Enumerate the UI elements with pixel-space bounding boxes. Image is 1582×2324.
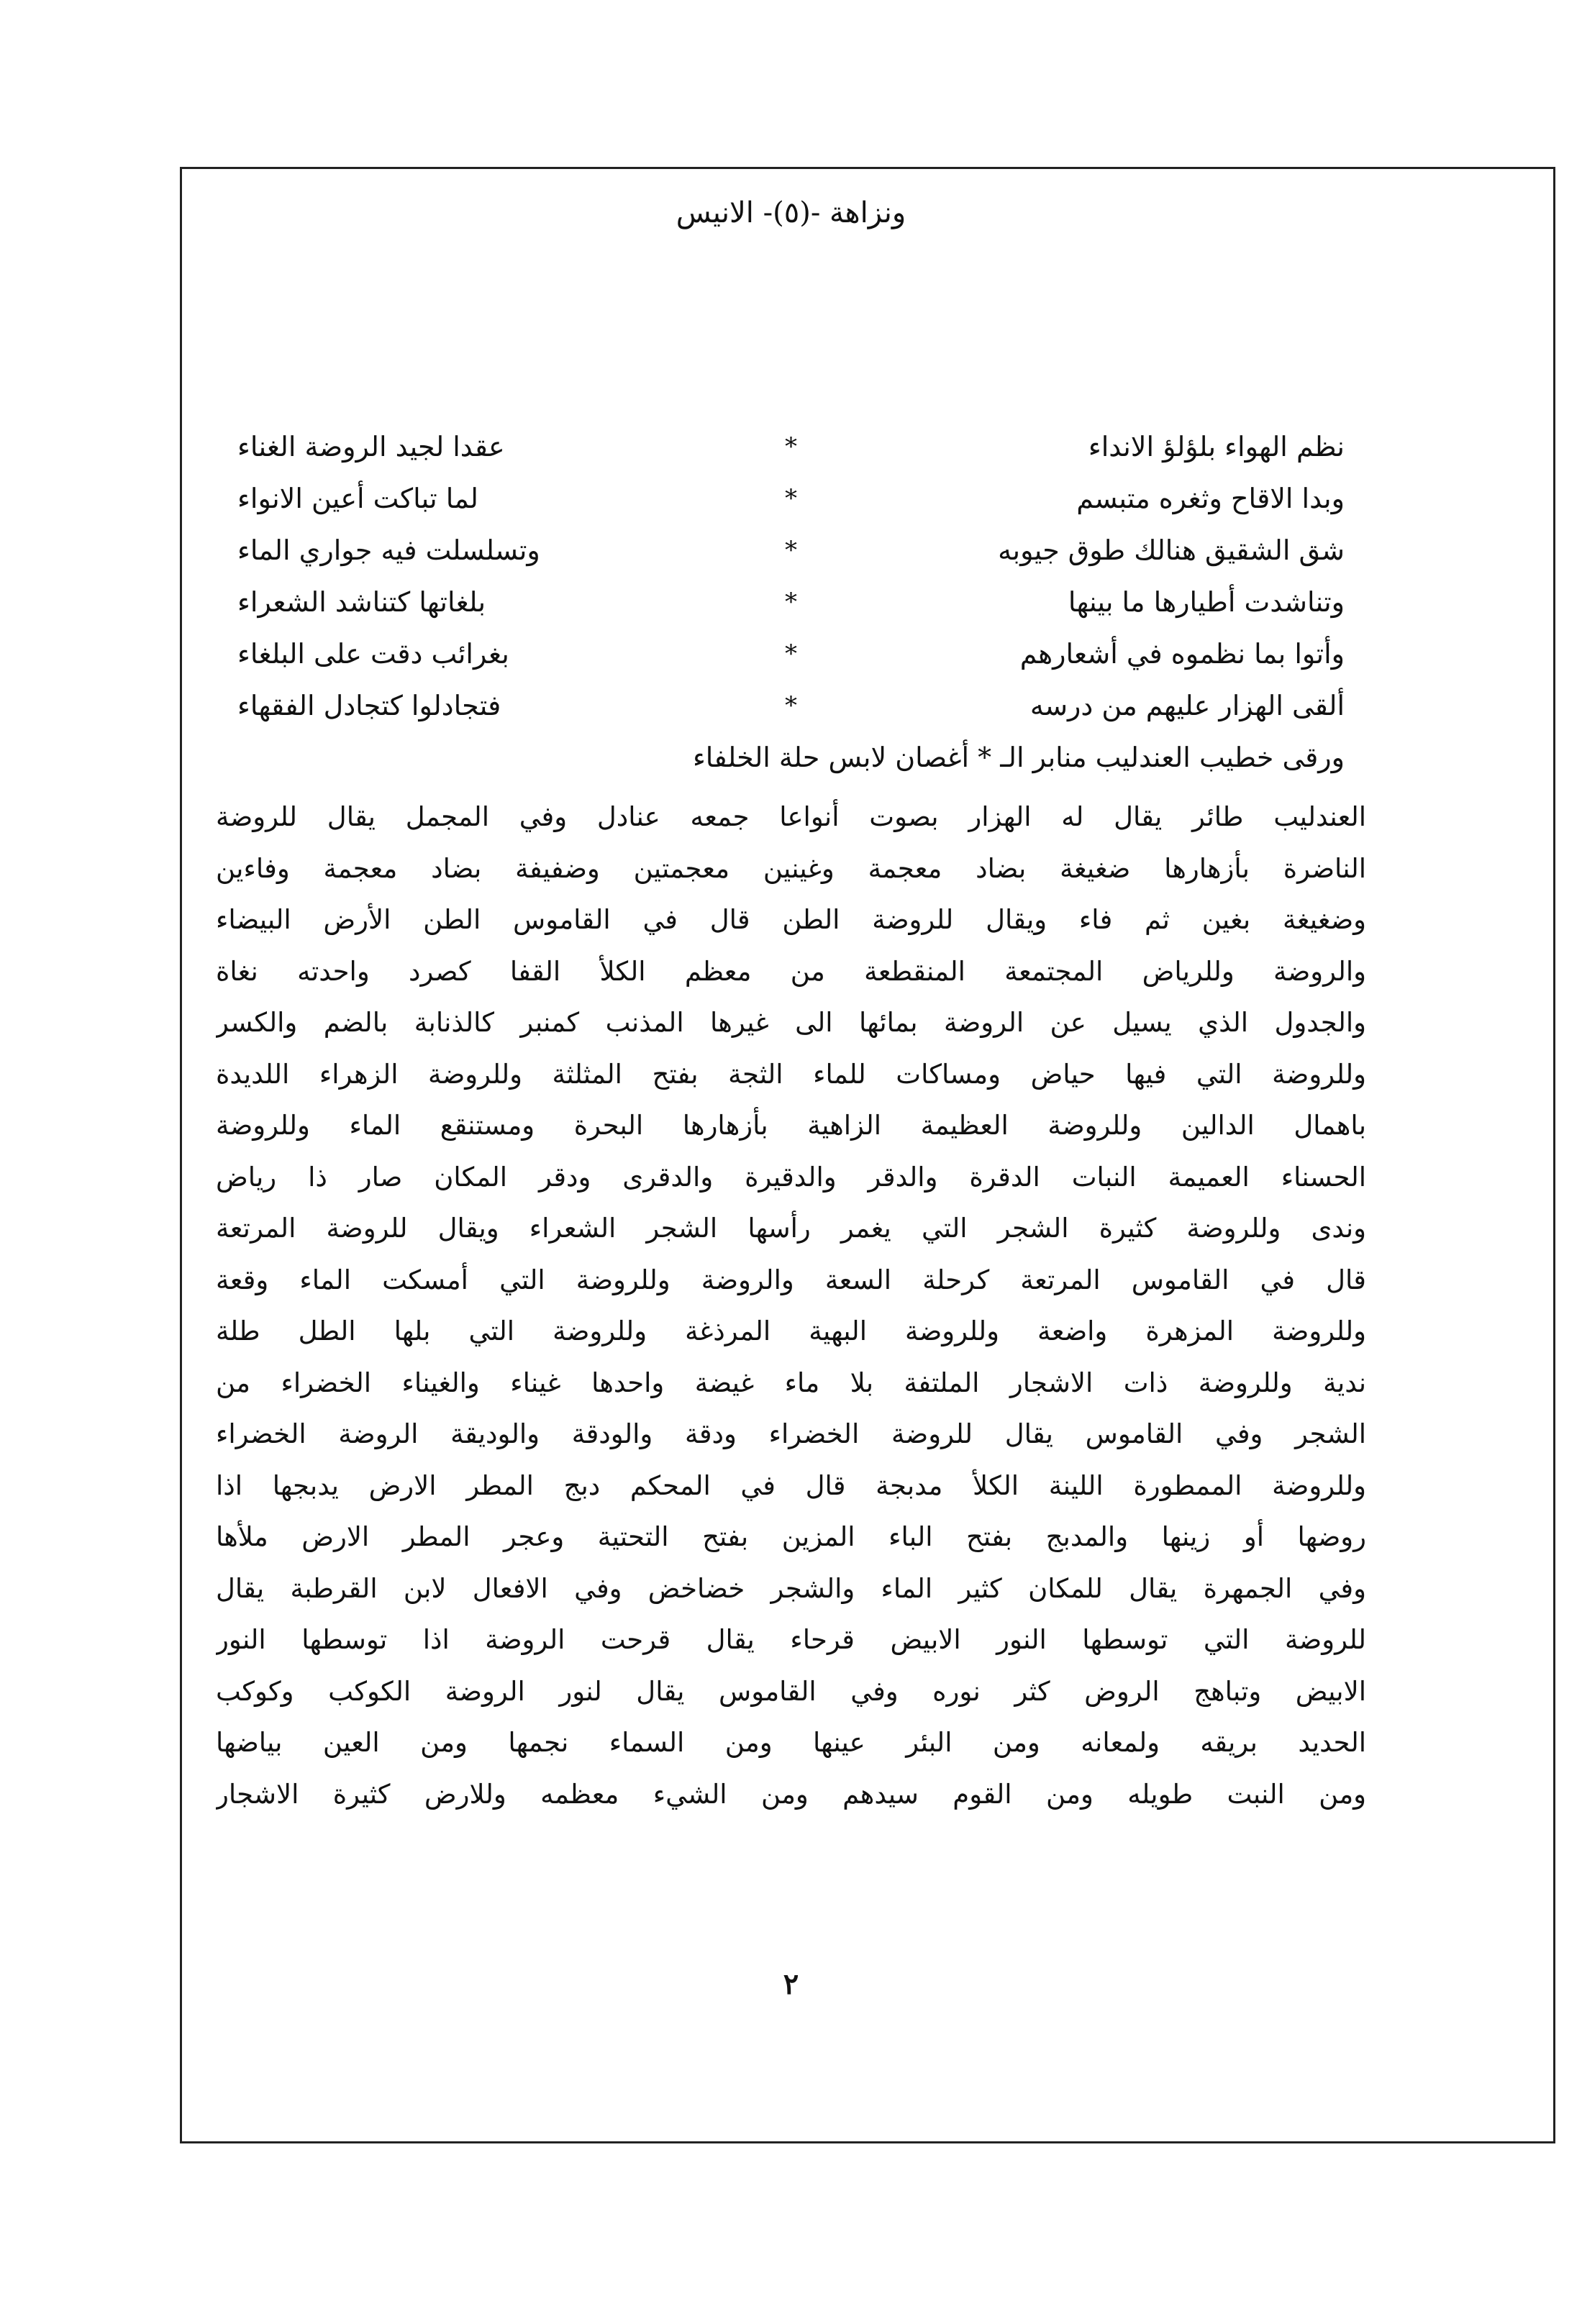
prose-line: باهمال الدالين وللروضة العظيمة الزاهية بأزهارها البحرة ومستنقع الماء وللروضة <box>216 1110 1366 1141</box>
prose-line: الناضرة بأزهارها ضغيغة بضاد معجمة وغينين معجمتين وضفيفة بضاد معجمة وفاءين <box>216 852 1366 884</box>
poem-verse <box>237 524 1345 576</box>
verse-second-hemistich: بلغاتها كتناشد الشعراء <box>237 586 486 618</box>
verse-first-hemistich: نظم الهواء بلؤلؤ الانداء <box>1088 431 1345 462</box>
verse-first-hemistich: وأتوا بما نظموه في أشعارهم <box>1019 638 1345 670</box>
prose-line: وللروضة المزهرة واضعة وللروضة البهية المرذغة وللروضة التي بلها الطل طلة <box>216 1316 1366 1346</box>
prose-line: والروضة وللرياض المجتمعة المنقطعة من معظم الكلأ القفا كصرد واحدته نغاة <box>216 955 1366 987</box>
poem-verse <box>237 732 1345 783</box>
prose-line: وفي الجمهرة يقال للمكان كثير الماء والشجر خضاخض وفي الافعال لابن القرطبة يقال <box>216 1572 1366 1604</box>
verse-line: ورقى خطيب العندليب منابر الـ * أغصان لابس حلة الخلفاء <box>692 742 1345 773</box>
prose-line: وللروضة الممطورة اللينة الكلأ مدبجة قال في المحكم دبج المطر الارض يدبجها اذا <box>216 1469 1366 1501</box>
prose-line: الشجر وفي القاموس يقال للروضة الخضراء ودقة والودقة والوديقة الروضة الخضراء <box>216 1418 1366 1449</box>
prose-line: الابيض وتباهج الروض كثر نوره وفي القاموس يقال لنور الروضة الكوكب وكوكب <box>216 1675 1366 1707</box>
prose-line: ندية وللروضة ذات الاشجار الملتفة بلا ماء غيضة واحدها غيناء والغيناء الخضراء من <box>216 1367 1366 1398</box>
verse-first-hemistich: ألقى الهزار عليهم من درسه <box>1029 690 1345 721</box>
verse-separator: * <box>785 484 797 513</box>
verse-first-hemistich: شق الشقيق هنالك طوق جيوبه <box>998 534 1345 566</box>
verse-second-hemistich: لما تباكت أعين الانواء <box>237 483 478 514</box>
poem-verse <box>237 473 1345 524</box>
prose-line: العندليب طائر يقال له الهزار بصوت أنواعا جمعه عنادل وفي المجمل يقال للروضة <box>216 801 1366 832</box>
verse-separator: * <box>785 432 797 461</box>
prose-line: الحسناء العميمة النبات الدقرة والدقر والدقيرة والدقرى ودقر المكان صار ذا رياض <box>216 1161 1366 1193</box>
prose-body <box>216 791 1366 1820</box>
poem-verse <box>237 628 1345 680</box>
prose-line: ومن النبت طويله ومن القوم سيدهم ومن الشيء معظمه وللارض كثيرة الاشجار <box>216 1778 1366 1810</box>
prose-line: والجدول الذي يسيل عن الروضة بمائها الى غيرها المذنب كمنبر كالذنابة بالضم والكسر <box>216 1007 1366 1038</box>
poem-verse <box>237 680 1345 732</box>
prose-line: روضها أو زينها والمدبج بفتح الباء المزين بفتح التحتية وعجر المطر الارض ملأها <box>216 1521 1366 1552</box>
verse-first-hemistich: وبدا الاقاح وثغره متبسم <box>1076 483 1345 514</box>
verse-separator: * <box>785 536 797 565</box>
verse-first-hemistich: وتناشدت أطيارها ما بينها <box>1068 586 1345 618</box>
verse-separator: * <box>785 691 797 720</box>
prose-line: وندى وللروضة كثيرة الشجر التي يغمر رأسها الشجر الشعراء ويقال للروضة المرتعة <box>216 1213 1366 1244</box>
page-title: ونزاهة -(٥)- الانيس <box>676 196 906 229</box>
page-header <box>0 193 1582 233</box>
poem <box>237 421 1345 783</box>
verse-separator: * <box>785 588 797 616</box>
page-number: ٢ <box>783 1967 799 2001</box>
poem-verse <box>237 576 1345 628</box>
verse-separator: * <box>785 639 797 668</box>
verse-second-hemistich: وتسلسلت فيه جواري الماء <box>237 534 540 566</box>
prose-line: الحديد بريقه ولمعانه ومن البئر عينها ومن السماء نجمها ومن العين بياضها <box>216 1727 1366 1758</box>
poem-verse <box>237 421 1345 473</box>
verse-second-hemistich: بغرائب دقت على البلغاء <box>237 638 509 670</box>
verse-second-hemistich: فتجادلوا كتجادل الفقهاء <box>237 690 501 721</box>
verse-second-hemistich: عقدا لجيد الروضة الغناء <box>237 431 505 462</box>
prose-line: للروضة التي توسطها النور الابيض قرحاء يقال قرحت الروضة اذا توسطها النور <box>216 1624 1366 1655</box>
prose-line: وضغيغة بغين ثم فاء ويقال للروضة الطن قال في القاموس الطن الأرض البيضاء <box>216 904 1366 935</box>
prose-line: وللروضة التي فيها حياض ومساكات للماء الثجة بفتح المثلثة وللروضة الزهراء اللديدة <box>216 1058 1366 1090</box>
prose-line: قال في القاموس المرتعة كرحلة السعة والروضة وللروضة التي أمسكت الماء وقعة <box>216 1264 1366 1295</box>
